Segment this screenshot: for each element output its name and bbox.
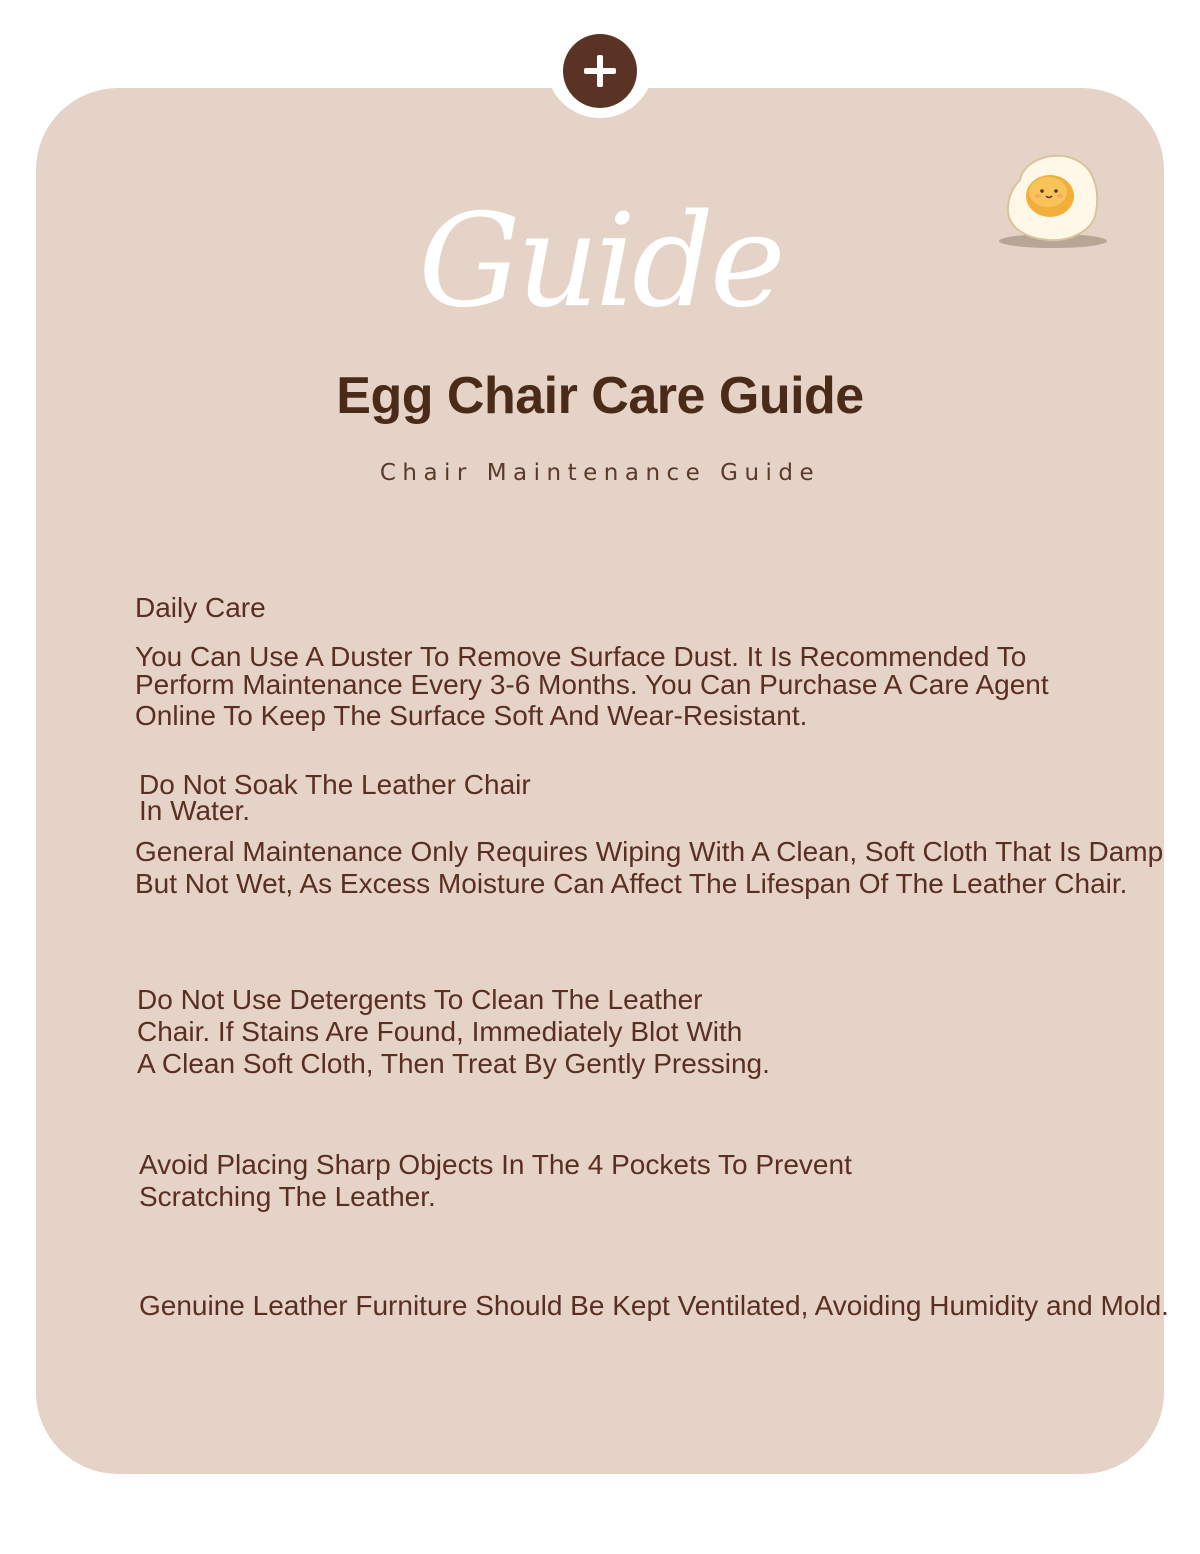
soak-warning: Do Not Soak The Leather Chair In Water. [139,769,531,826]
script-title: Guide [418,187,782,336]
sharp-objects-warning: Avoid Placing Sharp Objects In The 4 Pockets To Prevent Scratching The Leather. [139,1149,852,1212]
daily-care-text: You Can Use A Duster To Remove Surface Dust. It Is Recommended To Perform Maintenance Every 3-6 Months. You Can Purchase A Care Agent Online To Keep The Surface Soft And Wear-Resistant. [135,641,1049,731]
daily-care-heading: Daily Care [135,592,266,623]
wipe-instructions: General Maintenance Only Requires Wiping With A Clean, Soft Cloth That Is Damp But Not Wet, As Excess Moisture Can Affect The Lifespan Of The Leather Chair. [135,836,1164,899]
plus-icon [580,51,620,91]
ventilation-tip: Genuine Leather Furniture Should Be Kept Ventilated, Avoiding Humidity and Mold. [139,1290,1169,1321]
detergent-warning: Do Not Use Detergents To Clean The Leather Chair. If Stains Are Found, Immediately Blot With A Clean Soft Cloth, Then Treat By Gently Pressing. [137,984,770,1079]
add-button[interactable] [563,34,637,108]
page-subtitle: Chair Maintenance Guide [379,460,821,486]
page-title: Egg Chair Care Guide [336,367,864,425]
